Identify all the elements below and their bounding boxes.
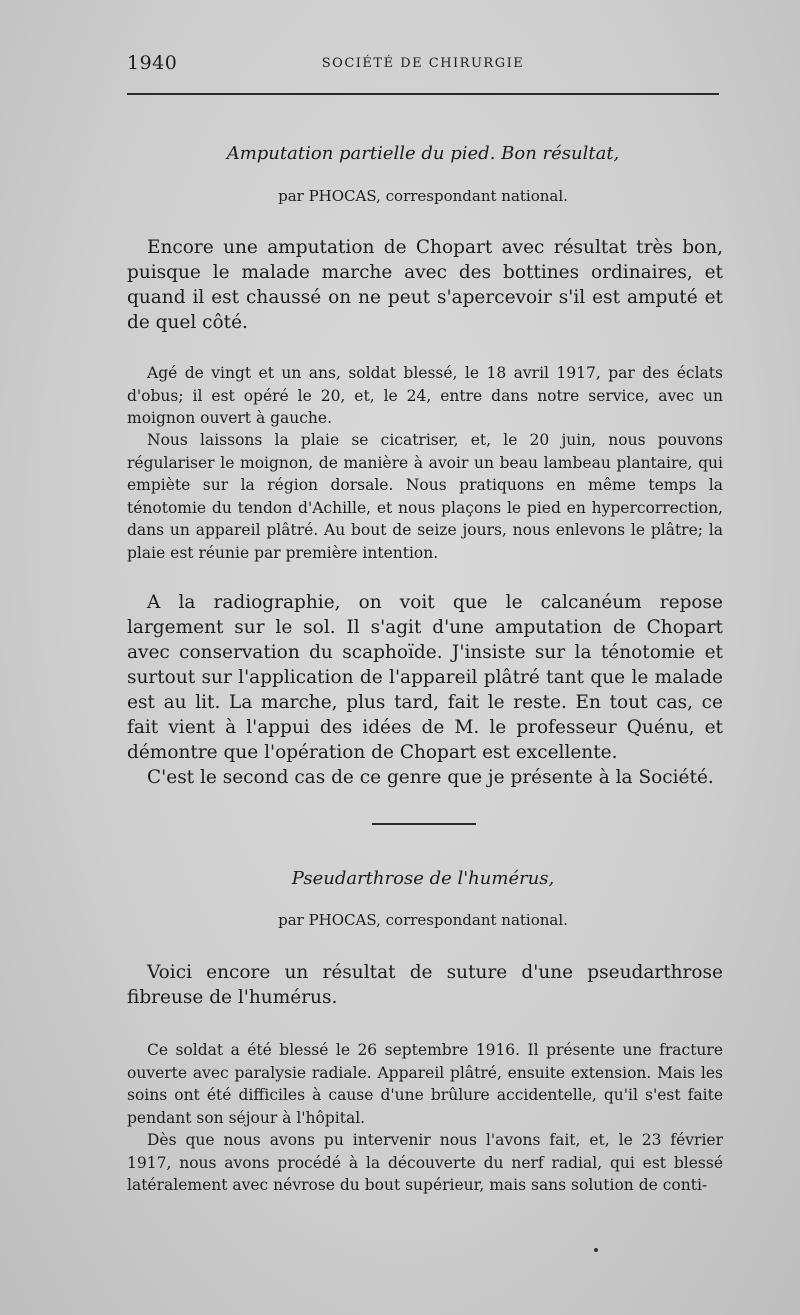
article1-conclusion-paragraph-2: C'est le second cas de ce genre que je présente à la Société. bbox=[147, 767, 714, 788]
section-divider bbox=[372, 823, 476, 825]
article1-case-paragraph-1: Agé de vingt et un ans, soldat blessé, le 18 avril 1917, par des éclats d'obus; il est opéré le 20, et, le 24, entre dans notre service, avec un moignon ouvert à gauche. bbox=[127, 364, 723, 428]
running-title: SOCIÉTÉ DE CHIRURGIE bbox=[321, 56, 525, 71]
article1-title: Amputation partielle du pied. Bon résultat, bbox=[226, 143, 620, 164]
article2-byline: par PHOCAS, correspondant national. bbox=[278, 911, 568, 929]
article2-intro: Voici encore un résultat de suture d'une pseudarthrose fibreuse de l'humérus. bbox=[127, 962, 723, 1008]
ink-speck bbox=[594, 1248, 598, 1252]
article1-intro: Encore une amputation de Chopart avec résultat très bon, puisque le malade marche avec des bottines ordinaires, et quand il est chaussé on ne peut s'apercevoir s'il est amputé et de quel côté. bbox=[127, 237, 723, 333]
article2-case-paragraph-1: Ce soldat a été blessé le 26 septembre 1916. Il présente une fracture ouverte avec paralysie radiale. Appareil plâtré, ensuite extension. Mais les soins ont été difficiles à cause d'une brûlure accidentelle, qu'il s'est faite pendant son séjour à l'hôpital. bbox=[127, 1041, 723, 1127]
page-header bbox=[127, 52, 719, 82]
page-number: 1940 bbox=[127, 52, 178, 74]
header-rule bbox=[127, 93, 719, 95]
article2-case-paragraph-2: Dès que nous avons pu intervenir nous l'avons fait, et, le 23 février 1917, nous avons procédé à la découverte du nerf radial, qui est blessé latéralement avec névrose du bout supérieur, mais sans solution de conti- bbox=[127, 1131, 723, 1195]
article1-byline: par PHOCAS, correspondant national. bbox=[278, 187, 568, 205]
article1-conclusion-paragraph-1: A la radiographie, on voit que le calcanéum repose largement sur le sol. Il s'agit d'une amputation de Chopart avec conservation du scaphoïde. J'insiste sur la ténotomie et surtout sur l'application de l'appareil plâtré tant que le malade est au lit. La marche, plus tard, fait le reste. En tout cas, ce fait vient à l'appui des idées de M. le professeur Quénu, et démontre que l'opération de Chopart est excellente. bbox=[127, 592, 723, 763]
article1-case-paragraph-2: Nous laissons la plaie se cicatriser, et, le 20 juin, nous pouvons régulariser le moignon, de manière à avoir un beau lambeau plantaire, qui empiète sur la région dorsale. Nous pratiquons en même temps la ténotomie du tendon d'Achille, et nous plaçons le pied en hypercorrection, dans un appareil plâtré. Au bout de seize jours, nous enlevons le plâtre; la plaie est réunie par première intention. bbox=[127, 431, 723, 562]
article2-title: Pseudarthrose de l'humérus, bbox=[291, 868, 555, 889]
